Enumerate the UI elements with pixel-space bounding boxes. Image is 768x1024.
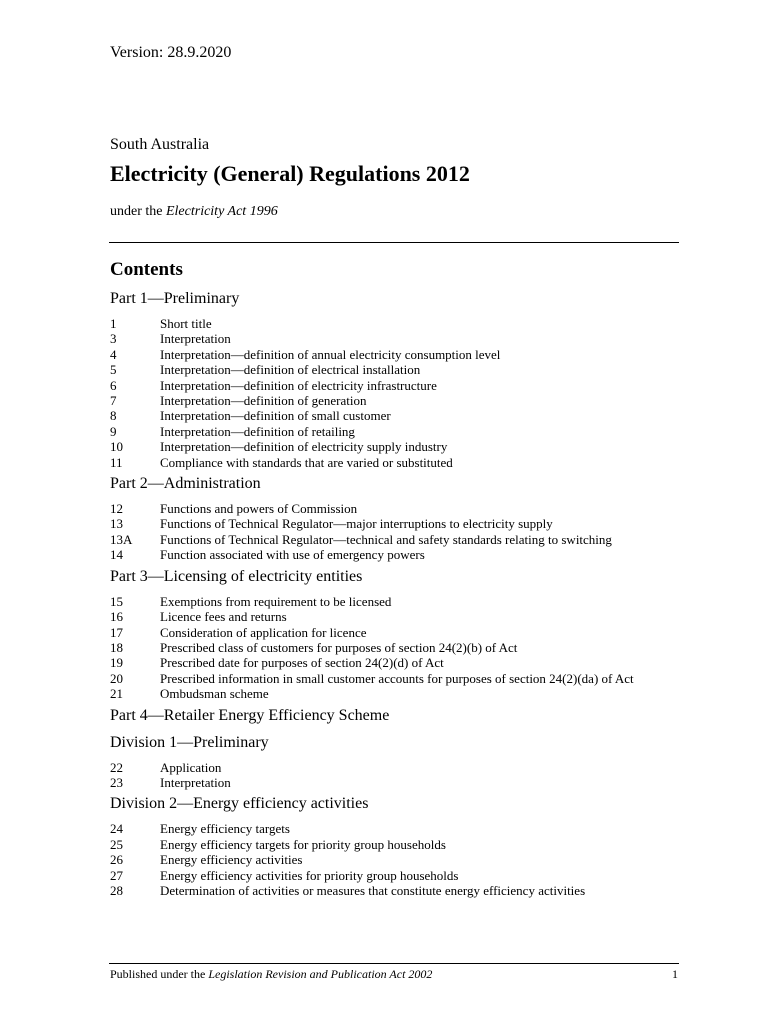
toc-entry-number: 8 — [110, 408, 117, 424]
toc-entry-number: 23 — [110, 774, 123, 790]
toc-entry-number: 13 — [110, 516, 123, 532]
toc-entry-title: Short title — [160, 316, 212, 331]
toc-section — [110, 289, 670, 470]
toc-entry[interactable] — [110, 868, 670, 883]
toc-entry-title: Consideration of application for licence — [160, 624, 367, 640]
toc-entry-title: Prescribed date for purposes of section 24(2)(d) of Act — [160, 655, 444, 671]
toc-entry[interactable] — [110, 408, 670, 423]
toc-entry[interactable] — [110, 547, 670, 562]
toc-entry-number: 13A — [110, 531, 133, 547]
toc-entry-number: 19 — [110, 655, 123, 671]
toc-entry[interactable] — [110, 316, 670, 331]
toc-entry-number: 24 — [110, 821, 123, 837]
version-label: Version: 28.9.2020 — [110, 44, 232, 61]
toc-entry-title: Energy efficiency targets for priority group households — [160, 836, 446, 852]
toc-entry-number: 4 — [110, 346, 117, 362]
top-divider — [109, 242, 679, 243]
toc-entry-title: Functions of Technical Regulator—major interruptions to electricity supply — [160, 516, 553, 532]
toc-entry[interactable] — [110, 837, 670, 852]
toc-entry-title: Energy efficiency activities — [160, 852, 303, 868]
toc-entry[interactable] — [110, 439, 670, 454]
toc-section-heading[interactable]: Part 3—Licensing of electricity entities — [110, 567, 363, 585]
jurisdiction-label: South Australia — [110, 136, 210, 153]
toc-section-heading[interactable]: Division 2—Energy efficiency activities — [110, 795, 369, 813]
toc-entry-title: Prescribed information in small customer accounts for purposes of section 24(2)(da) of Act — [160, 670, 634, 686]
toc-entry-number: 9 — [110, 423, 117, 439]
toc-entry-title: Interpretation—definition of retailing — [160, 423, 355, 439]
toc-entry-number: 5 — [110, 362, 117, 378]
toc-entry-title: Prescribed class of customers for purposes of section 24(2)(b) of Act — [160, 639, 518, 655]
toc-entry[interactable] — [110, 883, 670, 898]
toc-entry-title: Functions and powers of Commission — [160, 501, 358, 517]
toc-entry[interactable] — [110, 331, 670, 346]
toc-entry-title: Functions of Technical Regulator—technical and safety standards relating to switching — [160, 531, 612, 547]
toc-entry-number: 11 — [110, 454, 123, 470]
toc-entry-number: 27 — [110, 867, 123, 883]
enabling-act-line — [110, 204, 278, 220]
toc-section-heading[interactable]: Division 1—Preliminary — [110, 733, 269, 751]
toc-entry-number: 20 — [110, 670, 123, 686]
toc-entry-number: 12 — [110, 501, 123, 517]
footer-prefix: Published under the — [110, 967, 209, 981]
toc-entry-title: Ombudsman scheme — [160, 686, 269, 702]
toc-entry[interactable] — [110, 501, 670, 516]
toc-entry-title: Energy efficiency targets — [160, 821, 290, 837]
toc-entry-number: 16 — [110, 609, 123, 625]
toc-entry-number: 26 — [110, 852, 123, 868]
toc-section — [110, 733, 670, 791]
bottom-divider — [109, 963, 679, 964]
toc-entry[interactable] — [110, 821, 670, 836]
footer-publication-note — [110, 967, 432, 982]
toc-entry-number: 17 — [110, 624, 123, 640]
toc-section-heading[interactable]: Part 1—Preliminary — [110, 290, 240, 307]
toc-entry-title: Interpretation—definition of small customer — [160, 408, 391, 424]
toc-entry-title: Interpretation — [160, 774, 231, 790]
toc-section — [110, 706, 670, 726]
toc-entry[interactable] — [110, 609, 670, 624]
toc-entry[interactable] — [110, 378, 670, 393]
toc-section — [110, 794, 670, 898]
toc-entry-number: 25 — [110, 836, 123, 852]
toc-section-heading[interactable]: Part 2—Administration — [110, 475, 261, 493]
toc-entry-title: Determination of activities or measures that constitute energy efficiency activities — [160, 882, 586, 898]
toc-entry-title: Exemptions from requirement to be licensed — [160, 593, 392, 609]
toc-entry-number: 28 — [110, 882, 123, 898]
toc-entry-title: Interpretation — [160, 331, 231, 347]
toc-entry-title: Interpretation—definition of generation — [160, 393, 367, 409]
toc-entry[interactable] — [110, 347, 670, 362]
toc-entry-number: 10 — [110, 439, 123, 455]
toc-entry-number: 14 — [110, 547, 123, 563]
table-of-contents — [110, 289, 670, 902]
toc-section — [110, 474, 670, 563]
toc-entry-title: Interpretation—definition of electricity infrastructure — [160, 377, 437, 393]
toc-entry-number: 21 — [110, 686, 123, 702]
contents-heading: Contents — [110, 259, 183, 280]
toc-section — [110, 567, 670, 702]
toc-entry[interactable] — [110, 393, 670, 408]
footer-act-name: Legislation Revision and Publication Act 2002 — [208, 967, 433, 981]
toc-section-heading[interactable]: Part 4—Retailer Energy Efficiency Scheme — [110, 706, 390, 724]
toc-entry[interactable] — [110, 686, 670, 701]
toc-entry[interactable] — [110, 625, 670, 640]
toc-entry-title: Energy efficiency activities for priority group households — [160, 867, 459, 883]
toc-entry[interactable] — [110, 640, 670, 655]
page-title: Electricity (General) Regulations 2012 — [110, 161, 470, 186]
toc-entry-number: 6 — [110, 377, 117, 393]
toc-entry[interactable] — [110, 516, 670, 531]
toc-entry[interactable] — [110, 532, 670, 547]
toc-entry-title: Interpretation—definition of electricity supply industry — [160, 439, 448, 455]
toc-entry[interactable] — [110, 852, 670, 867]
toc-entry-number: 3 — [110, 331, 117, 347]
toc-entry[interactable] — [110, 671, 670, 686]
toc-entry[interactable] — [110, 594, 670, 609]
toc-entry[interactable] — [110, 655, 670, 670]
toc-entry[interactable] — [110, 455, 670, 470]
toc-entry[interactable] — [110, 760, 670, 775]
toc-entry-number: 7 — [110, 393, 117, 409]
toc-entry-title: Compliance with standards that are varied or substituted — [160, 454, 453, 470]
toc-entry-title: Interpretation—definition of annual electricity consumption level — [160, 346, 501, 362]
page-number: 1 — [672, 967, 678, 981]
toc-entry-title: Interpretation—definition of electrical installation — [160, 362, 421, 378]
toc-entry[interactable] — [110, 362, 670, 377]
toc-entry-number: 22 — [110, 759, 123, 775]
toc-entry-number: 1 — [110, 316, 117, 331]
enabling-act-name: Electricity Act 1996 — [165, 204, 278, 219]
toc-entry-number: 15 — [110, 593, 123, 609]
toc-entry-title: Function associated with use of emergency powers — [160, 547, 425, 563]
toc-entry[interactable] — [110, 424, 670, 439]
toc-entry-title: Application — [160, 759, 222, 775]
enabling-act-prefix: under the — [110, 204, 166, 219]
toc-entry-number: 18 — [110, 639, 123, 655]
toc-entry-title: Licence fees and returns — [160, 609, 287, 625]
toc-entry[interactable] — [110, 775, 670, 790]
